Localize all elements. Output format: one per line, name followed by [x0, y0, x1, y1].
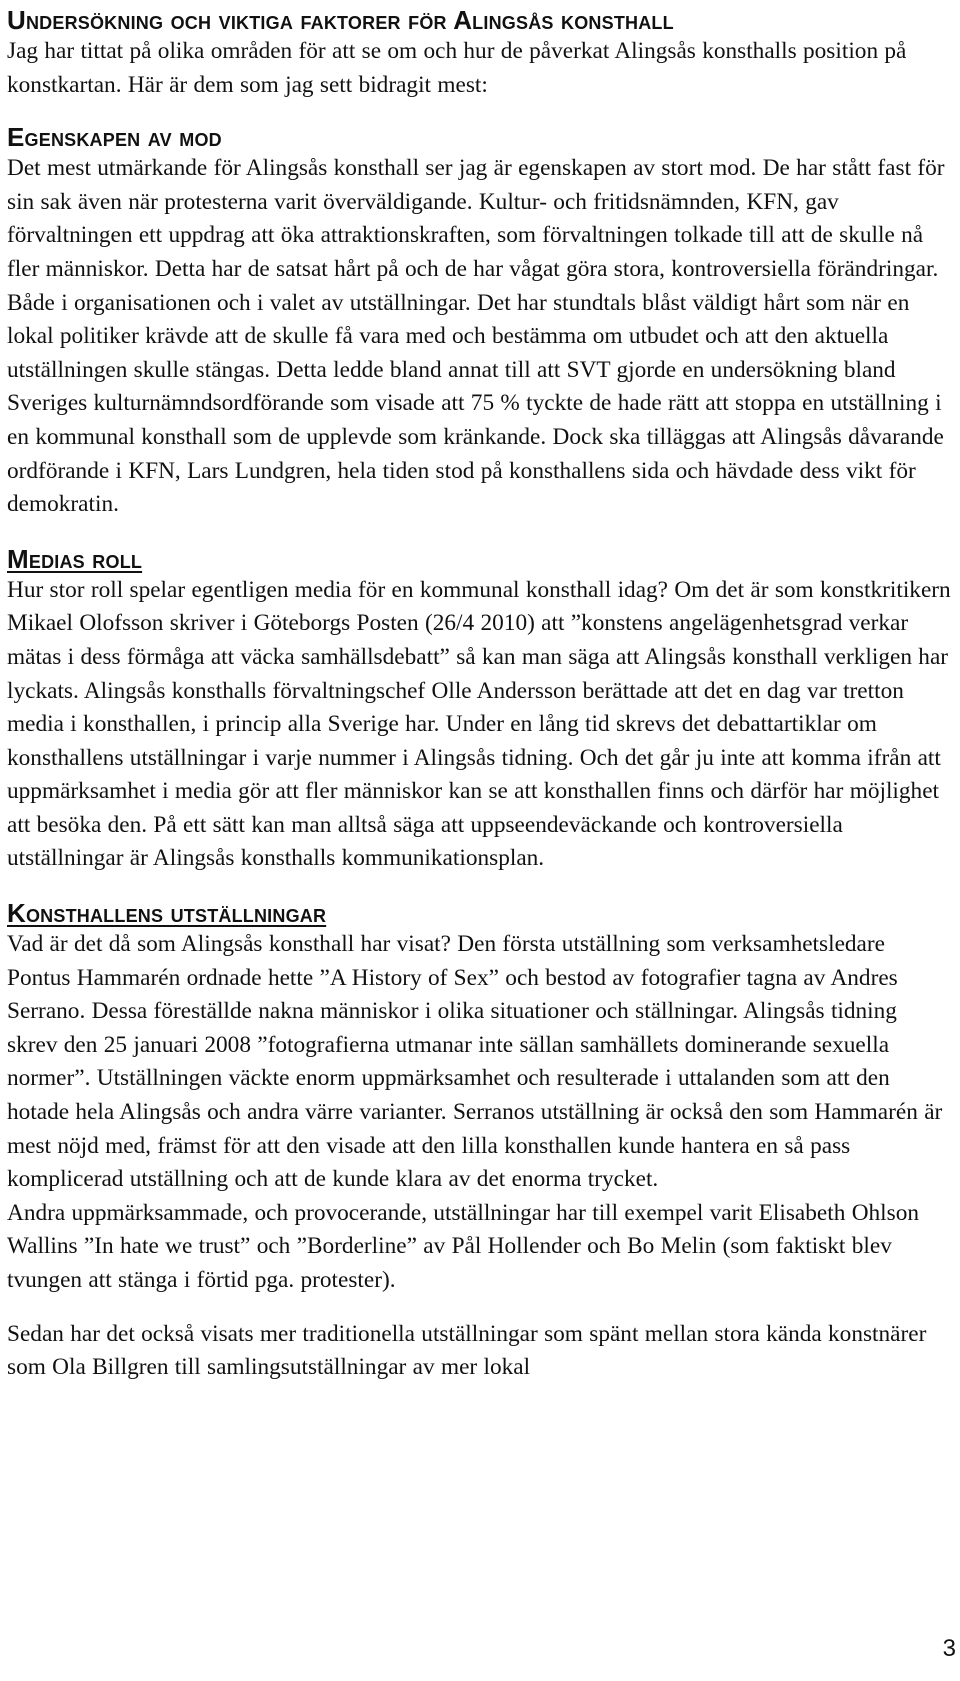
exhibitions-paragraph-3: Sedan har det också visats mer traditionella utställningar som spänt mellan stora kända konstnärer som Ola Billgren till samlingsutställningar av mer lokal [7, 1320, 927, 1381]
section-heading-media-role: Medias roll [7, 543, 143, 574]
section-heading-courage: Egenskapen av mod [7, 122, 222, 153]
paragraph-spacer [7, 1298, 953, 1318]
section-heading-exhibitions: Konsthallens utställningar [7, 898, 327, 929]
media-role-paragraph: Hur stor roll spelar egentligen media för en kommunal konsthall idag? Om det är som konstkritikern Mikael Olofsson skriver i Göteborgs Posten (26/4 2010) att ”konstens angelägenhetsgrad verkar mätas i dess förmåga att väcka samhällsdebatt” så kan man säga att Alingsås konsthall verkligen har lyckats. Alingsås konsthalls förvaltningschef Olle Andersson berättade att det en dag var tretton media i konsthallen, i princip alla Sverige har. Under en lång tid skrevs det debattartiklar om konsthallens utställningar i varje nummer i Alingsås tidning. Och det går ju inte att komma ifrån att uppmärksamhet i media gör att fler människor kan se att konsthallen finns och därför har möjlighet att besöka den. På ett sätt kan man alltså säga att uppseendeväckande och kontroversiella utställningar är Alingsås konsthalls kommunikationsplan. [7, 576, 951, 872]
exhibitions-paragraph-2: Andra uppmärksammade, och provocerande, utställningar har till exempel varit Elisabeth Ohlson Wallins ”In hate we trust” och ”Borderline” av Pål Hollender och Bo Melin (som faktiskt blev tvungen att stänga i förtid pga. protester). [7, 1199, 920, 1293]
courage-paragraph: Det mest utmärkande för Alingsås konsthall ser jag är egenskapen av stort mod. De har stått fast för sin sak även när protesterna varit överväldigande. Kultur- och fritidsnämnden, KFN, gav förvaltningen ett uppdrag att öka attraktionskraften, som förvaltningen tolkade till att de skulle nå fler människor. Detta har de satsat hårt på och de har vågat göra stora, kontroversiella förändringar. Både i organisationen och i valet av utställningar. Det har stundtals blåst väldigt hårt som när en lokal politiker krävde att de skulle få vara med och bestämma om utbudet och att den aktuella utställningen skulle stängas. Detta ledde bland annat till att SVT gjorde en undersökning bland Sveriges kulturnämndsordförande som visade att 75 % tyckte de hade rätt att stoppa en utställning i en kommunal konsthall som de upplevde som kränkande. Dock ska tilläggas att Alingsås dåvarande ordförande i KFN, Lars Lundgren, hela tiden stod på konsthallens sida och hävdade dess vikt för demokratin. [7, 155, 945, 518]
exhibitions-paragraph-1: Vad är det då som Alingsås konsthall har visat? Den första utställning som verksamhetsledare Pontus Hammarén ordnade hette ”A History of Sex” och bestod av fotografier tagna av Andres Serrano. Dessa föreställde nakna människor i olika situationer och ställningar. Alingsås tidning skrev den 25 januari 2008 ”fotografierna utmanar inte sällan samhällets dominerande sexuella normer”. Utställningen väckte enorm uppmärksamhet och resulterade i uttalanden som att den hotade hela Alingsås och andra värre varianter. Serranos utställning är också den som Hammarén är mest nöjd med, främst för att den visade att den lilla konsthallen kunde hantera en så pass komplicerad utställning och att de kunde klara av det enorma trycket. [7, 931, 943, 1193]
section-heading-investigation: Undersökning och viktiga faktorer för Alingsås konsthall [7, 5, 674, 35]
page-number: 3 [942, 1635, 956, 1662]
intro-paragraph: Jag har tittat på olika områden för att se om och hur de påverkat Alingsås konsthalls position på konstkartan. Här är dem som jag sett bidragit mest: [7, 38, 907, 98]
document-page [7, 0, 953, 1385]
